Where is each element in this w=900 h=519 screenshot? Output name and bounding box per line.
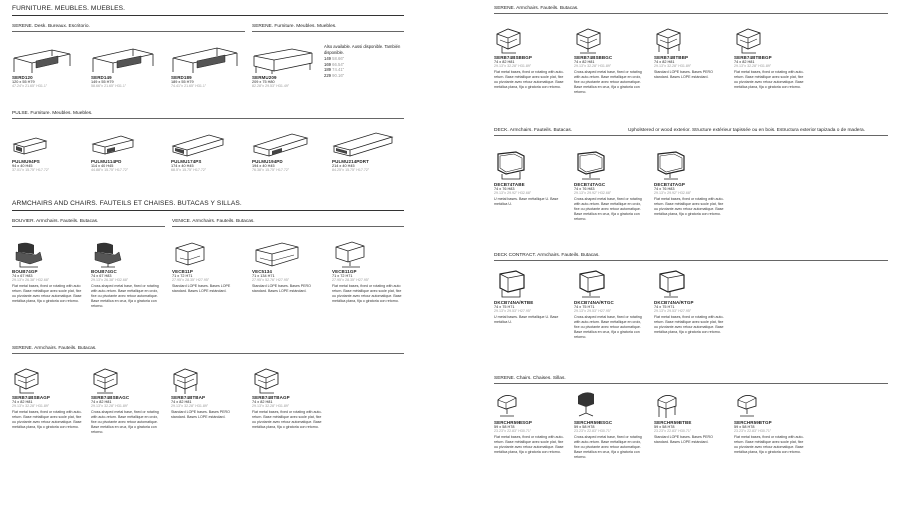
- chair-icon: [494, 390, 566, 418]
- product-vecb11p[interactable]: [172, 240, 244, 294]
- product-code: SERCHR59BTGP: [734, 420, 772, 425]
- product-serb74bsbbgp[interactable]: [494, 26, 566, 90]
- product-dim: 74 x 82 H81: [12, 400, 33, 404]
- product-serchr59btgp[interactable]: [734, 390, 806, 455]
- product-dim-inches: 84.25"x 15.75" H17.72": [332, 168, 370, 172]
- product-dim-inches: 29.13"x 29.53" H27.95": [654, 309, 692, 313]
- product-dim-inches: 23.23"x 22.83" H30.71": [494, 429, 532, 433]
- product-dim: 214 x 40 H45: [332, 164, 355, 168]
- product-code: BOUB74GP: [12, 269, 38, 274]
- armchair-icon: [494, 26, 566, 53]
- desk-icon: [12, 46, 84, 73]
- product-dim-inches: 29.13"x 26.38" H32.68": [91, 278, 129, 282]
- right-serene-rule: [494, 13, 888, 14]
- sideboard-icon: [252, 46, 324, 73]
- armchairs-rule: [12, 210, 404, 211]
- product-boub74gc[interactable]: [91, 240, 163, 309]
- deck-rule: [494, 135, 888, 136]
- product-code: PULMU94PS: [12, 159, 40, 164]
- product-serb74bsbagc[interactable]: [91, 366, 163, 435]
- product-code: SERD149: [91, 75, 112, 80]
- product-dkcb74na-rtgp[interactable]: [654, 268, 726, 335]
- product-description: Flat metal bases, fixed or rotating with auto-return. Base métallique avec socle plat, fixe ou pivotante avec retour automatique. Base metálica plana, fija o giratoria con retorno.: [494, 435, 564, 454]
- product-dim: 59 x 58 H78: [654, 425, 675, 429]
- product-dim: 71 x 72 H71: [172, 274, 193, 278]
- product-serb74bsbbgc[interactable]: [574, 26, 646, 95]
- product-serb74btbagp[interactable]: [252, 366, 324, 430]
- deck-contract-title: DECK CONTRACT. Armchairs. Fauteils. Butacas.: [494, 253, 600, 258]
- product-code: SERD120: [12, 75, 33, 80]
- product-description: Cross-shaped metal base, fixed or rotating with auto-return. Base métallique en croix, fixe ou pivotante avec retour automatique. Base metálica en cruz, fija o giratoria con retorno.: [574, 70, 642, 94]
- armchair-icon: [332, 240, 404, 267]
- product-dim: 94 x 40 H45: [12, 164, 33, 168]
- product-description: Flat metal bases, fixed or rotating with auto-return. Base métallique avec socle plat, fixe ou pivotante avec retour automatique. Base metálica plana, fija o giratoria con retorno.: [734, 435, 804, 454]
- product-boub74gp[interactable]: [12, 240, 84, 304]
- product-sermu209[interactable]: [252, 46, 324, 88]
- also-available-text: Also available. Aussi disponible. También disponible.: [324, 44, 401, 55]
- product-code: SERCHR59BTBE: [654, 420, 692, 425]
- product-serb74btbbp[interactable]: [654, 26, 726, 80]
- desk-icon: [91, 46, 163, 73]
- product-description: Standard LOPE bases. Bases PERO standard. Bases LOPE estándard.: [654, 70, 713, 79]
- serene-armchairs-rule: [12, 353, 404, 354]
- product-description: Flat metal bases, fixed or rotating with auto-return. Base métallique avec socle plat, fixe ou pivotante avec retour automatique. Base metálica plana, fija o giratoria con retorno.: [12, 410, 82, 429]
- product-dim: 74 x 82 H81: [91, 400, 112, 404]
- furniture-title: FURNITURE. MEUBLES. MUEBLES.: [12, 5, 126, 12]
- product-dim-inches: 29.13"x 29.92" H32.68": [574, 191, 612, 195]
- product-decb74tabe[interactable]: [494, 150, 566, 207]
- also-size-inches: 90.16": [332, 72, 345, 78]
- product-dim-inches: 29.13"x 32.28" H31.89": [574, 64, 612, 68]
- product-dim-inches: 74.41"x 21.65" H31.1": [171, 84, 207, 88]
- product-code: SERB74BTBBP: [654, 55, 689, 60]
- product-code: SERCHR59BSGP: [494, 420, 532, 425]
- product-dim-inches: 29.13"x 32.28" H31.89": [734, 64, 772, 68]
- product-code: SERB74BSBBGC: [574, 55, 613, 60]
- product-code: PULMU174PS: [171, 159, 202, 164]
- product-dim-inches: 29.13"x 32.28" H31.89": [252, 404, 290, 408]
- armchair-icon: [91, 366, 163, 393]
- deck-contract-rule: [494, 260, 888, 261]
- product-serchr59bsgp[interactable]: [494, 390, 566, 455]
- bench-icon: [91, 130, 163, 157]
- product-dim: 194 x 40 H45: [252, 164, 275, 168]
- product-code: VEC5134: [252, 269, 272, 274]
- product-dim: 59 x 58 H78: [574, 425, 595, 429]
- product-vec5134[interactable]: [252, 240, 324, 294]
- product-description: Standard LOPE bases. Bases PERO standard. Bases LOPE estándard.: [654, 435, 713, 444]
- product-dim-inches: 68.5"x 15.75" H17.72": [171, 168, 207, 172]
- product-code: SERB74BTBBGP: [734, 55, 772, 60]
- product-dim: 74 x 82 H81: [654, 60, 675, 64]
- product-dim-inches: 23.23"x 22.83" H30.71": [654, 429, 692, 433]
- product-dim-inches: 44.88"x 15.75" H17.72": [91, 168, 129, 172]
- product-code: VECB11GP: [332, 269, 357, 274]
- product-dim: 174 x 40 H45: [171, 164, 194, 168]
- product-dim: 74 x 67 H83: [12, 274, 33, 278]
- serene-chairs-rule: [494, 383, 888, 384]
- venice-rule: [172, 226, 404, 227]
- bench-icon: [332, 130, 404, 157]
- pulse-rule: [12, 118, 404, 119]
- product-code: DECB74TAGC: [574, 182, 606, 187]
- product-dim: 74 x 76 H83: [654, 187, 675, 191]
- bench-icon: [171, 130, 243, 157]
- product-dim: 74 x 76 H83: [494, 187, 515, 191]
- armchair-icon: [654, 150, 726, 180]
- product-dim-inches: 29.13"x 32.28" H31.89": [12, 404, 50, 408]
- product-description: Standard LOPE bases. Bases LOPE standard. Bases LOPE estándard.: [172, 284, 231, 293]
- armchair-icon: [91, 240, 163, 267]
- product-dim-inches: 29.13"x 29.53" H27.95": [494, 309, 532, 313]
- product-pulmu194pd[interactable]: [252, 130, 324, 172]
- product-code: SERB74BSBAGC: [91, 395, 130, 400]
- bouvier-title: BOUVIER. Armchairs. Fauteils. Butacas.: [12, 219, 99, 224]
- product-decb74tagp[interactable]: [654, 150, 726, 217]
- product-dim: 114 x 40 H45: [91, 164, 114, 168]
- product-dim: 59 x 58 H78: [494, 425, 515, 429]
- product-dim-inches: 37.01"x 15.75" H17.72": [12, 168, 50, 172]
- product-dim-inches: 27.95"x 52.76" H27.95": [252, 278, 290, 282]
- armchair-icon: [12, 366, 84, 393]
- product-description: Flat metal bases, fixed or rotating with auto-return. Base métallique avec socle plat, fixe ou pivotante avec retour automatique. Base metálica plana, fija o giratoria con retorno.: [252, 410, 322, 429]
- product-code: SERMU209: [252, 75, 277, 80]
- product-code: DKCB74NA/RTBE: [494, 300, 534, 305]
- product-code: DECB74TAGP: [654, 182, 685, 187]
- product-code: SERD189: [171, 75, 192, 80]
- deck-title: DECK. Armchairs. Fauteils. Butacas.: [494, 128, 573, 133]
- product-serd149[interactable]: [91, 46, 163, 88]
- armchair-icon: [734, 26, 806, 53]
- product-dim: 120 x 55 H79: [12, 80, 35, 84]
- product-code: SERB74BSBAGP: [12, 395, 50, 400]
- product-description: Flat metal bases, fixed or rotating with auto-return. Base métallique avec socle plat, fixe ou pivotante avec retour automatique. Base metálica plana, fija o giratoria con retorno.: [494, 70, 564, 89]
- product-dim-inches: 29.13"x 32.28" H31.89": [654, 64, 692, 68]
- product-code: SERB74BSBBGP: [494, 55, 532, 60]
- armchair-icon: [574, 150, 646, 180]
- product-description: U metal bases. Base métallique U. Base metálica U.: [494, 197, 559, 206]
- product-description: Flat metal bases, fixed or rotating with auto-return. Base métallique avec socle plat, fixe ou pivotante avec retour automatique. Base metálica plana, fija o giratoria con retorno.: [654, 315, 724, 334]
- serene-chairs-title: SERENE. Chairs. Chaises. Sillas.: [494, 376, 566, 381]
- product-dim-inches: 23.23"x 22.83" H30.71": [574, 429, 612, 433]
- chair-icon: [734, 390, 806, 418]
- armchair-icon: [494, 268, 566, 298]
- serene-armchairs-title: SERENE. Armchairs. Fauteils. Butacas.: [12, 346, 97, 351]
- armchair-icon: [654, 26, 726, 53]
- venice-title: VENICE. Armchairs. Fauteils. Butacas.: [172, 219, 255, 224]
- product-code: PULMU214PDRT: [332, 159, 369, 164]
- product-dim-inches: 29.13"x 32.28" H31.89": [494, 64, 532, 68]
- product-dim: 71 x 72 H71: [332, 274, 353, 278]
- product-pulmu174ps[interactable]: [171, 130, 243, 172]
- product-pulmu214pdrt[interactable]: [332, 130, 404, 172]
- product-description: Standard LOPE bases. Bases PERO standard. Bases LOPE estándard.: [171, 410, 230, 419]
- product-dkcb74na-rtbe[interactable]: [494, 268, 566, 325]
- product-description: Flat metal bases, fixed or rotating with auto-return. Base métallique avec socle plat, fixe ou pivotante avec retour automatique. Base metálica plana, fija o giratoria con retorno.: [734, 70, 804, 89]
- also-size: 189: [324, 67, 331, 73]
- pulse-title: PULSE. Furniture. Meubles. Muebles.: [12, 111, 93, 116]
- product-description: Cross-shaped metal base, fixed or rotating with auto-return. Base métallique en croix, fixe ou pivotante avec retour automatique. Base metálica en cruz, fija o giratoria con retorno.: [574, 315, 642, 339]
- product-dim: 189 x 55 H79: [171, 80, 194, 84]
- product-dim: 74 x 76 H83: [574, 187, 595, 191]
- also-size-inches: 58.66": [332, 56, 345, 62]
- sofa-icon: [252, 240, 324, 267]
- product-serchr59btbe[interactable]: [654, 390, 726, 445]
- bench-icon: [252, 130, 324, 157]
- product-dim: 74 x 67 H83: [91, 274, 112, 278]
- product-dim-inches: 47.24"x 21.65" H31.1": [12, 84, 48, 88]
- product-dim-inches: 29.13"x 29.92" H32.68": [494, 191, 532, 195]
- armchair-icon: [172, 240, 244, 267]
- product-description: Flat metal bases, fixed or rotating with auto-return. Base métallique avec socle plat, fixe ou pivotante avec retour automatique. Base metálica plana, fija o giratoria con retorno.: [654, 197, 724, 216]
- product-dim-inches: 29.13"x 26.38" H32.68": [12, 278, 50, 282]
- product-dim-inches: 29.13"x 32.28" H31.89": [91, 404, 129, 408]
- product-serd120[interactable]: [12, 46, 84, 88]
- product-dim: 59 x 58 H78: [734, 425, 755, 429]
- product-dim: 74 x 82 H81: [171, 400, 192, 404]
- product-description: Cross-shaped metal base, fixed or rotating with auto-return. Base métallique en croix, fixe ou pivotante avec retour automatique. Base metálica en cruz, fija o giratoria con retorno.: [91, 410, 159, 434]
- product-dim: 74 x 82 H81: [252, 400, 273, 404]
- armchair-icon: [574, 268, 646, 298]
- product-dim-inches: 29.13"x 32.28" H31.89": [171, 404, 209, 408]
- product-dim-inches: 29.13"x 29.92" H32.68": [654, 191, 692, 195]
- product-serb74bsbagp[interactable]: [12, 366, 84, 430]
- armchairs-title: ARMCHAIRS AND CHAIRS. FAUTEILS ET CHAISES. BUTACAS Y SILLAS.: [12, 200, 242, 207]
- also-size-inches: 74.41": [332, 67, 345, 73]
- product-pulmu94ps[interactable]: [12, 130, 84, 172]
- product-code: VECB11P: [172, 269, 193, 274]
- product-dim: 74 x 82 H81: [574, 60, 595, 64]
- right-serene-title: SERENE. Armchairs. Fauteils. Butacas.: [494, 6, 579, 11]
- also-available: [324, 44, 404, 79]
- product-dim-inches: 23.23"x 22.83" H30.71": [734, 429, 772, 433]
- product-vecb11gp[interactable]: [332, 240, 404, 304]
- product-dim-inches: 58.66"x 21.65" H31.1": [91, 84, 127, 88]
- product-description: Flat metal bases, fixed or rotating with auto return. Base métallique avec socle plat, fixe ou pivotante avec retour automatique. Base metálica plana, fija o giratoria con retorno.: [12, 284, 82, 303]
- product-code: DKCB74NA/RTGP: [654, 300, 694, 305]
- serene-furniture-title: SERENE. Furniture. Meubles. Muebles.: [252, 24, 337, 29]
- product-serb74btbbgp[interactable]: [734, 26, 806, 90]
- product-dim-inches: 82.28"x 29.53" H31.49": [252, 84, 290, 88]
- product-code: DECB74TABE: [494, 182, 525, 187]
- armchair-icon: [494, 150, 566, 180]
- armchair-icon: [12, 240, 84, 267]
- product-dim: 149 x 55 H79: [91, 80, 114, 84]
- bouvier-rule: [12, 226, 165, 227]
- product-serd189[interactable]: [171, 46, 243, 88]
- product-dim-inches: 27.95"x 28.35" H27.95": [172, 278, 210, 282]
- product-dkcb74na-rtgc[interactable]: [574, 268, 646, 340]
- product-code: BOUB74GC: [91, 269, 117, 274]
- serene-desk-rule: [12, 31, 245, 32]
- chair-icon: [654, 390, 726, 418]
- product-dim: 74 x 75 H71: [494, 305, 515, 309]
- product-code: SERB74BTBAGP: [252, 395, 290, 400]
- armchair-icon: [574, 26, 646, 53]
- product-serchr59bsgc[interactable]: [574, 390, 646, 460]
- product-code: SERCHR59BSGC: [574, 420, 613, 425]
- product-dim-inches: 29.13"x 29.53" H27.95": [574, 309, 612, 313]
- armchair-icon: [252, 366, 324, 393]
- product-pulmu114pd[interactable]: [91, 130, 163, 172]
- product-dim: 71 x 134 H71: [252, 274, 275, 278]
- product-code: DKCB74NA/RTGC: [574, 300, 614, 305]
- product-description: Cross-shaped metal base, fixed or rotating with auto-return. Base métallique en croix, fixe ou pivotante avec retour automatique. Base metálica en cruz, fija o giratoria con retorno.: [574, 435, 642, 459]
- product-description: U metal bases. Base métallique U. Base metálica U.: [494, 315, 559, 324]
- also-size: 149: [324, 56, 331, 62]
- product-description: Cross-shaped metal base, fixed or rotating with auto-return. Base métallique en croix, fixe ou pivotante avec retour automatique. Base metálica en cruz, fija o giratoria con retorno.: [574, 197, 642, 221]
- product-decb74tagc[interactable]: [574, 150, 646, 222]
- bench-icon: [12, 130, 84, 157]
- product-description: Cross-shaped metal base, fixed or rotating with auto-return. Base métallique en croix, fixe ou pivotante avec retour automatique. Base metálica en cruz, fija o giratoria con retorno.: [91, 284, 159, 308]
- serene-desk-title: SERENE. Desk. Bureaux. Escritorio.: [12, 24, 90, 29]
- desk-icon: [171, 46, 243, 73]
- product-dim-inches: 27.95"x 28.35" H27.95": [332, 278, 370, 282]
- armchair-icon: [654, 268, 726, 298]
- product-serb74btbap[interactable]: [171, 366, 243, 420]
- product-dim: 74 x 75 H71: [574, 305, 595, 309]
- product-dim: 74 x 82 H81: [494, 60, 515, 64]
- product-description: Standard LOPE bases. Bases PERO standard. Bases LOPE estándard.: [252, 284, 311, 293]
- also-size-inches: 66.54": [332, 61, 345, 67]
- product-dim: 74 x 75 H71: [654, 305, 675, 309]
- product-code: PULMU114PD: [91, 159, 122, 164]
- product-code: SERB74BTBAP: [171, 395, 206, 400]
- product-description: Flat metal bases, fixed or rotating with auto return. Base métallique avec socle plat, fixe ou pivotante avec retour automatique. Base metálica plana, fija o giratoria con retorno.: [332, 284, 402, 303]
- product-dim: 209 x 75 H80: [252, 80, 275, 84]
- also-size: 229: [324, 72, 331, 78]
- product-dim: 74 x 82 H81: [734, 60, 755, 64]
- product-dim-inches: 76.38"x 15.75" H17.72": [252, 168, 290, 172]
- also-size: 169: [324, 61, 331, 67]
- armchair-icon: [171, 366, 243, 393]
- product-code: PULMU194PD: [252, 159, 283, 164]
- chair-icon: [574, 390, 646, 418]
- deck-note: Upholstered or wood exterior. Structure extérieur tapissée ou en bois. Estructura exterior tapizada o de madera.: [628, 128, 866, 133]
- furniture-rule: [12, 15, 404, 16]
- serene-furniture-rule: [252, 31, 404, 32]
